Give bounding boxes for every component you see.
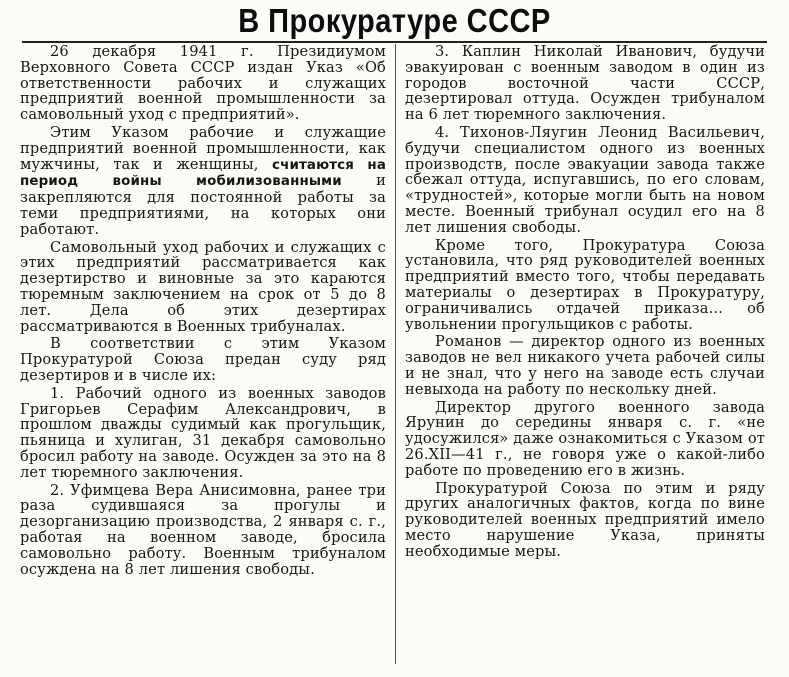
paragraph-measures: Прокуратурой Союза по этим и ряду других аналогичных фактов, когда по вине руководителей военных предприятий имело место нарушение Указа, приняты необходимые меры. — [405, 479, 765, 560]
mobilization-outro: и закрепляются для постоянной работы за теми предприятиями, на которых они работают. — [20, 172, 386, 238]
right-column — [405, 44, 765, 562]
paragraph-case-1: 1. Рабочий одного из военных заводов Григорьев Серафим Александрович, в прошлом дважды судимый как прогульщик, пьяница и хулиган, 31 декабря самовольно бросил работу на заводе. Осужден за это на 8 лет тюремного заключения. — [20, 384, 386, 481]
column-divider — [395, 44, 396, 664]
paragraph-desertion: Самовольный уход рабочих и служащих с этих предприятий рассматривается как дезертирство и виновные за это караются тюремным заключением на срок от 5 до 8 лет. Дела об этих дезертирах рассматриваются в Военных трибуналах. — [20, 238, 386, 335]
mobilization-intro: Этим Указом рабочие и служащие предприятий военной промышленности, как мужчины, так и женщины, — [20, 123, 386, 173]
left-column — [20, 44, 386, 579]
paragraph-case-3: 3. Каплин Николай Иванович, будучи эвакуирован с военным заводом в один из городов восточной части СССР, дезертировал оттуда. Осужден трибуналом на 6 лет тюремного заключения. — [405, 43, 765, 124]
paragraph-case-2: 2. Уфимцева Вера Анисимовна, ранее три раза судившаяся за прогулы и дезорганизацию производства, 2 января с. г., работая на военном заводе, бросила самовольно работу. Военным трибуналом осуждена на 8 лет лишения свободы. — [20, 481, 386, 578]
paragraph-prosecution: В соответствии с этим Указом Прокуратурой Союза предан суду ряд дезертиров и в числе их: — [20, 335, 386, 384]
paragraph-romanov: Романов — директор одного из военных заводов не вел никакого учета рабочей силы и не знал, что у него на заводе есть случаи невыхода на работу по нескольку дней. — [405, 333, 765, 398]
article-title: В Прокуратуре СССР — [238, 2, 551, 39]
mobilization-bold: считаются на период войны мобилизованными — [20, 157, 386, 190]
paragraph-mobilization — [20, 125, 386, 238]
paragraph-case-4: 4. Тихонов-Ляугин Леонид Васильевич, будучи специалистом одного из военных производств, после эвакуации завода также сбежал оттуда, испугавшись, по его словам, «трудностей», которые могли быть на новом месте. Военный трибунал осудил его на 8 лет лишения свободы. — [405, 123, 765, 236]
paragraph-yarunin: Директор другого военного завода Ярунин до середины января с. г. «не удосужился» даже ознакомиться с Указом от 26.XII—41 г., не говоря уже о какой-либо работе по проведению его в жизнь. — [405, 398, 765, 479]
paragraph-decree: 26 декабря 1941 г. Президиумом Верховного Совета СССР издан Указ «Об ответственности рабочих и служащих предприятий военной промышленности за самовольный уход с предприятий». — [20, 43, 386, 124]
paragraph-managers: Кроме того, Прокуратура Союза установила, что ряд руководителей военных предприятий вместо того, чтобы передавать материалы о дезертирах в Прокуратуру, ограничивались отдачей приказа... об увольнении прогульщиков с работы. — [405, 236, 765, 333]
